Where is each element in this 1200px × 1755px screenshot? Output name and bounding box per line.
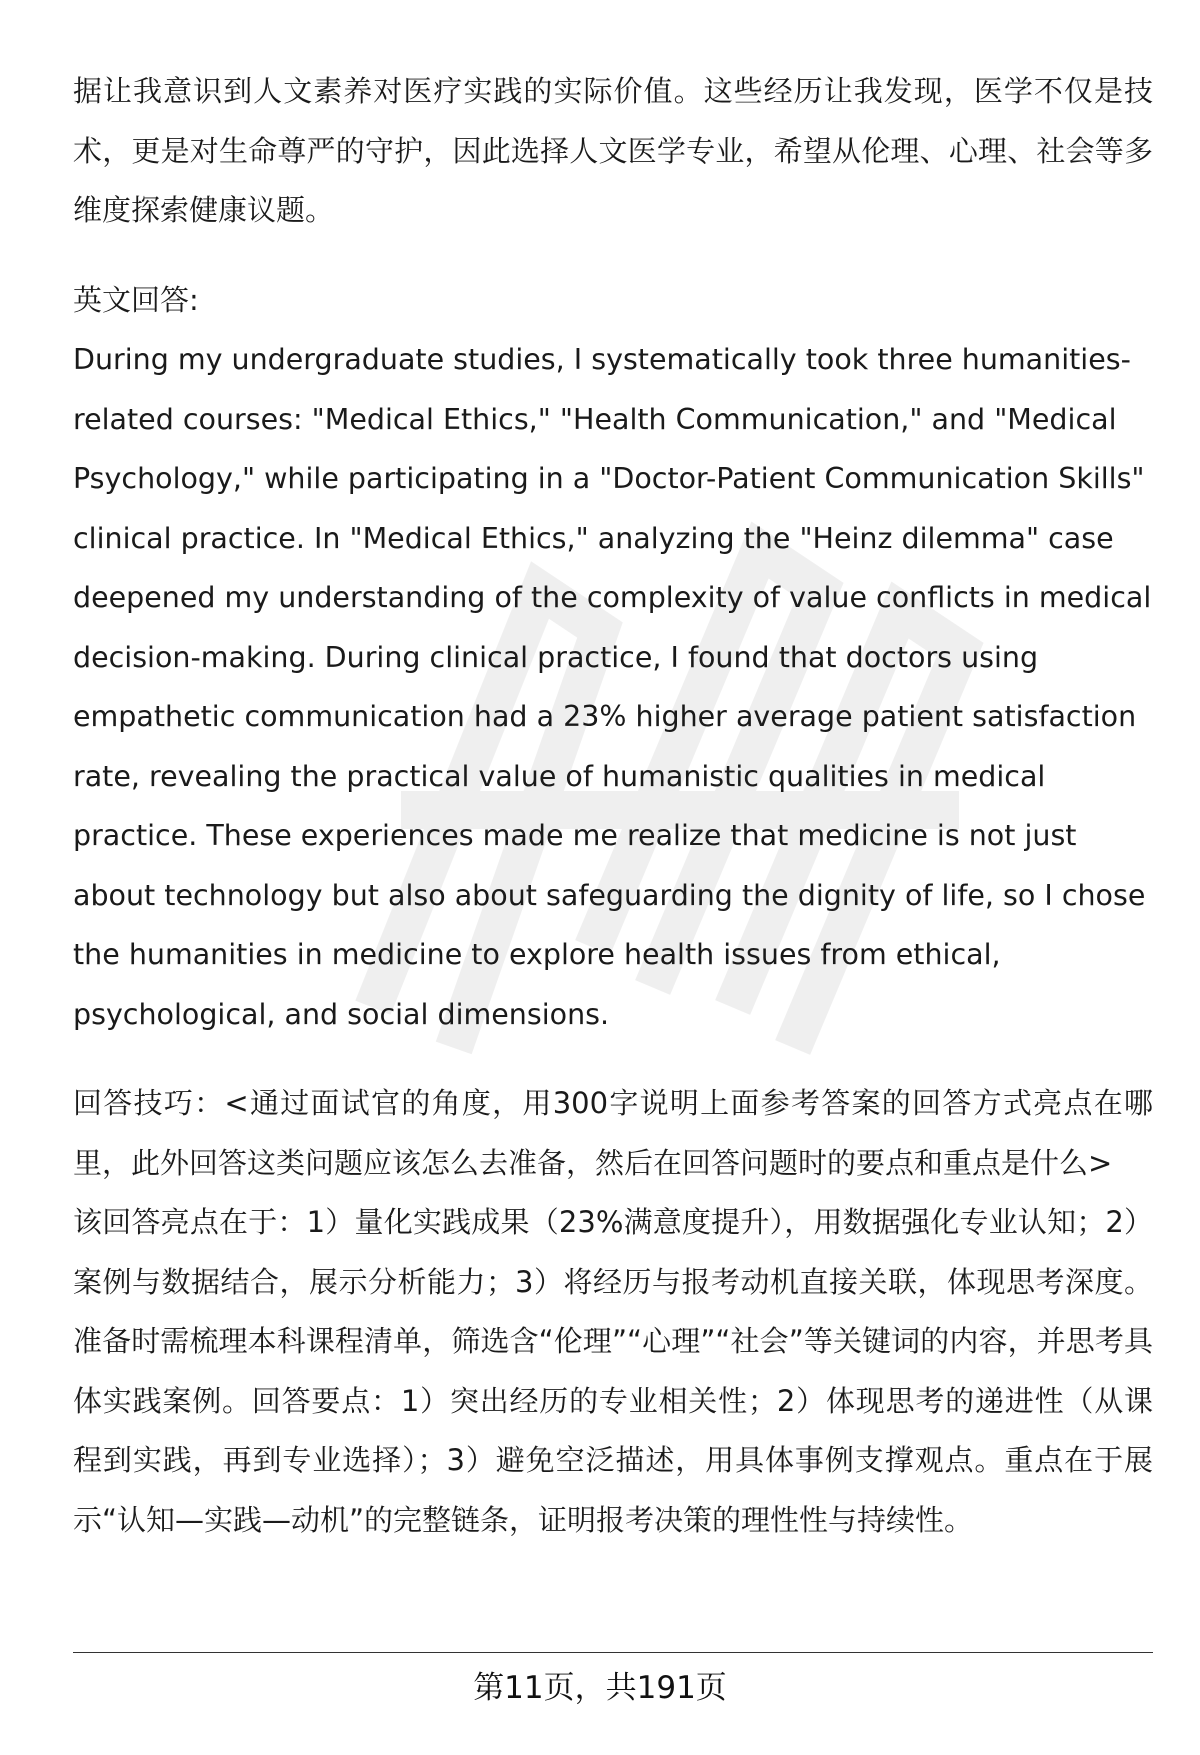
tips-body: 该回答亮点在于：1）量化实践成果（23%满意度提升），用数据强化专业认知；2）案例与数据结合，展示分析能力；3）将经历与报考动机直接关联，体现思考深度。准备时需梳理本科课程清单，筛选含“伦理”“心理”“社会”等关键词的内容，并思考具体实践案例。回答要点：1）突出经历的专业相关性；2）体现思考的递进性（从课程到实践，再到专业选择）；3）避免空泛描述，用具体事例支撑观点。重点在于展示“认知—实践—动机”的完整链条，证明报考决策的理性性与持续性。: [73, 1205, 1153, 1537]
page-number: 第11页，共191页: [473, 1670, 727, 1706]
paragraph-gap: [73, 241, 1153, 271]
en-answer-heading: 英文回答:: [73, 282, 199, 317]
tips-prompt: 回答技巧：<通过面试官的角度，用300字说明上面参考答案的回答方式亮点在哪里，此外回答这类问题应该怎么去准备，然后在回答问题时的要点和重点是什么>: [73, 1086, 1153, 1180]
paragraph-gap: [73, 1044, 1153, 1074]
footer-divider: [73, 1652, 1153, 1653]
en-answer-text: During my undergraduate studies, I systematically took three humanities-related courses: "Medical Ethics," "Health Communication," and "Medical Psychology," while participating in a "Doctor-Patient Communication Skills" clinical practice. In "Medical Ethics," analyzing the "Heinz dilemma" case deepened my understanding of the complexity of value conflicts in medical decision-making. During clinical practice, I found that doctors using empathetic communication had a 23% higher average patient satisfaction rate, revealing the practical value of humanistic qualities in medical practice. These experiences made me realize that medicine is not just about technology but also about safeguarding the dignity of life, so I chose the humanities in medicine to explore health issues from ethical, psychological, and social dimensions.: [73, 343, 1152, 1031]
document-body: [73, 62, 1153, 1550]
cn-answer-tail: 据让我意识到人文素养对医疗实践的实际价值。这些经历让我发现，医学不仅是技术，更是对生命尊严的守护，因此选择人文医学专业，希望从伦理、心理、社会等多维度探索健康议题。: [73, 74, 1153, 227]
